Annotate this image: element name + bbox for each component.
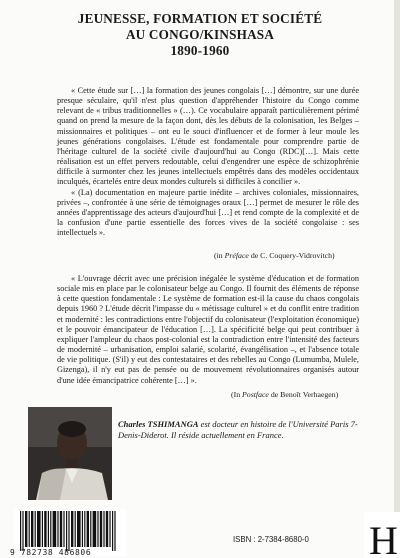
postface-source-label: Postface — [242, 390, 269, 399]
publisher-logo-icon — [364, 512, 400, 558]
postface-paragraph-1: « L'ouvrage décrit avec une précision inégalée le système d'éducation et de formation sociale mis en place par le colonisateur belge au Congo. Il fournit des éléments de réponse à cette question fondamentale : Le système de formation est-il la cause du chaos congolais depuis 1960 ? L'étude décrit l'impasse du « métissage culturel » et du conflit entre tradition et modernité : les contradictions entre l'objectif du colonisateur (l'exploitation économique) et le pouvoir émancipateur de l'éducation […]. La spécificité belge qui peut contribuer à expliquer l'ampleur du chaos post-colonial est la contradiction entre l'intensité des facteurs de modernité – urbanisation, emploi salarié, scolarité, évangélisation –, et l'absence totale de vie politique. (S'il) y eut des contestataires et des rebelles au Congo (Lumumba, Mulele, Gizenga), il n'y eut pas de pensée ou de mouvement révolutionnaires organisés autour d'une idée émancipatrice cohérente […] ». — [57, 274, 359, 385]
barcode-number: 9 782738 486806 — [10, 548, 92, 557]
publisher-logo-letter: H — [369, 518, 398, 558]
preface-source-prefix: (in — [214, 251, 225, 260]
title-line-2: AU CONGO/KINSHASA — [125, 27, 275, 42]
preface-paragraph-2: « (La) documentation en majeure partie inédite – archives coloniales, missionnaires, privées –, confrontée à une série de témoignages oraux […] permet de mesurer le rôle des années d'apprentissage des acteurs d'aujourd'hui […] et rend compte de la complexité et de la confusion d'une partie essentielle des forces vives de la société congolaise : ses intellectuels ». — [57, 187, 359, 238]
author-bio-text: est docteur en histoire de l'Université Paris 7-Denis-Diderot. Il réside actuellement en France. — [118, 419, 358, 440]
preface-source-label: Préface — [224, 251, 249, 260]
title-line-1: JEUNESSE, FORMATION ET SOCIÉTÉ — [77, 11, 323, 26]
preface-paragraph-1: « Cette étude sur […] la formation des jeunes congolais […] démontre, sur une durée presque séculaire, qu'il n'est plus question d'appréhender l'histoire du Congo comme relevant de « tribus traditionnelles » (…). Ce vocabulaire apparaît particulièrement périmé quand on prend la mesure de la façon dont, dès les débuts de la colonisation, les Belges – missionnaires et politiques – ont eu le souci d'influencer et de former à leur moule les jeunes générations congolaises. L'étude est fondamentale pour comprendre partie de l'héritage culturel de la société civile d'aujourd'hui au Congo (RDC)[…]. Mais cette réalisation est un effet pervers redoutable, celui d'engendrer une espèce de schizophrénie difficile à surmonter chez les jeunes intellectuels empêtrés dans des modèles occidentaux inculqués, écartelés entre deux mondes culturels si difficiles à concilier ». — [57, 86, 359, 187]
author-bio — [118, 419, 368, 441]
author-name: Charles TSHIMANGA — [118, 419, 199, 429]
title-line-3: 1890-1960 — [170, 43, 230, 58]
postface-quote — [57, 274, 359, 386]
postface-source-prefix: (In — [231, 390, 243, 399]
cover-edge — [394, 0, 400, 558]
preface-source-author: de C. Coquery-Vidrovitch) — [248, 251, 335, 260]
author-photo — [28, 407, 112, 500]
book-title — [0, 11, 400, 59]
postface-source — [231, 390, 338, 399]
isbn: ISBN : 2-7384-8680-0 — [233, 535, 309, 544]
postface-source-author: de Benoît Verhaegen) — [268, 390, 339, 399]
preface-quote — [57, 86, 359, 238]
preface-source — [214, 251, 335, 260]
